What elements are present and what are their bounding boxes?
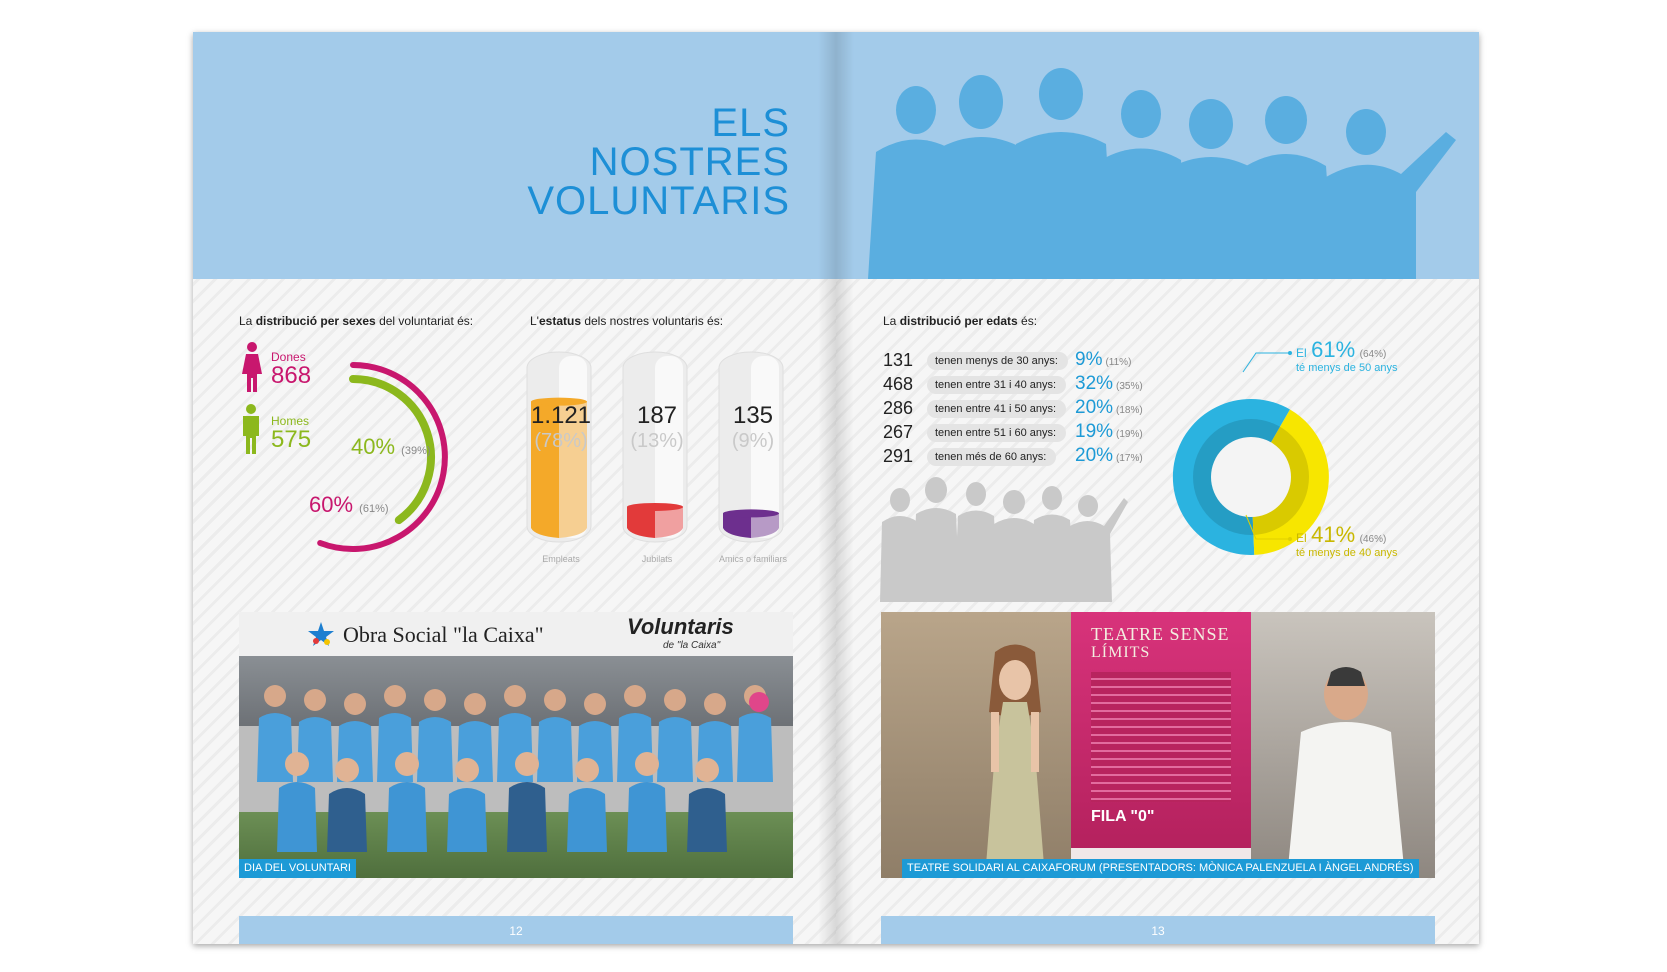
men-label: Homes <box>271 414 310 428</box>
status-pct-employees: (78%) <box>534 430 588 452</box>
poster-fila: FILA "0" <box>1091 808 1155 825</box>
women-percent: 60% (61%) <box>309 492 389 517</box>
volunteer-group <box>239 672 793 852</box>
status-cylinder-chart <box>523 344 793 584</box>
gender-arc-chart <box>253 332 513 592</box>
right-page <box>836 32 1479 944</box>
balloon <box>749 692 769 712</box>
women-value: 868 <box>271 362 312 389</box>
sign-volunteers-sub: de "la Caixa" <box>663 640 721 651</box>
donut-top-callout: El 61% (64%) <box>1296 337 1387 362</box>
status-label-retired: Jubilats <box>641 554 673 564</box>
status-value-employees: 1.121 <box>530 402 592 429</box>
volunteer-figures <box>239 672 793 852</box>
presenter-woman <box>965 642 1065 878</box>
age-count: 267 <box>883 422 914 442</box>
volunteer-day-photo <box>239 612 793 878</box>
presenter-man <box>1281 662 1411 878</box>
donut-bottom-text: té menys de 40 anys <box>1296 547 1398 559</box>
age-prev-percent: (18%) <box>1116 405 1143 416</box>
status-label-friends: Amics o familiars <box>718 554 787 564</box>
right-photo-caption: TEATRE SOLIDARI AL CAIXAFORUM (PRESENTADORS: MÒNICA PALENZUELA I ÀNGEL ANDRÉS) <box>902 859 1419 878</box>
volunteer-figure <box>657 689 693 782</box>
men-prev-percent: (39%) <box>401 445 431 457</box>
age-prev-percent: (17%) <box>1116 453 1143 464</box>
gender-heading: La distribució per sexes del voluntariat és: <box>239 314 474 328</box>
women-prev-percent: (61%) <box>359 503 389 515</box>
status-pct-friends: (9%) <box>731 430 775 452</box>
age-heading: La distribució per edats és: <box>883 314 1038 328</box>
status-value-friends: 135 <box>732 402 774 429</box>
age-percent: 32% (35%) <box>1075 373 1143 394</box>
age-count: 131 <box>883 350 914 370</box>
poster-text-block <box>1091 672 1231 802</box>
left-page <box>193 32 836 944</box>
photo-sign <box>239 612 793 656</box>
poster-title-2: LÍMITS <box>1091 644 1151 661</box>
star-logo-icon <box>307 620 335 648</box>
volunteer-figure <box>537 689 573 782</box>
title-line-1: ELS <box>711 101 790 145</box>
page-number-12: 12 <box>239 916 793 944</box>
age-prev-percent: (35%) <box>1116 381 1143 392</box>
age-percent: 20% (18%) <box>1075 397 1143 418</box>
age-label: tenen entre 51 i 60 anys: <box>927 424 1066 442</box>
age-prev-percent: (19%) <box>1116 429 1143 440</box>
age-label: tenen menys de 30 anys: <box>927 352 1068 370</box>
donut-top-text: té menys de 50 anys <box>1296 362 1398 374</box>
men-value: 575 <box>271 426 312 453</box>
volunteer-figure <box>417 689 453 782</box>
age-prev-percent: (11%) <box>1105 357 1132 368</box>
title-line-2: NOSTRES <box>589 140 790 184</box>
status-value-retired: 187 <box>636 402 678 429</box>
theatre-poster <box>1071 612 1251 878</box>
age-percent: 20% (17%) <box>1075 445 1143 466</box>
status-pct-retired: (13%) <box>630 430 684 452</box>
page-title <box>527 101 790 223</box>
age-percent: 9% (11%) <box>1075 349 1132 370</box>
poster-title-1: TEATRE SENSE <box>1091 624 1230 644</box>
sign-brand-text: Obra Social "la Caixa" <box>343 622 544 647</box>
sign-volunteers-text: Voluntaris <box>627 614 734 639</box>
age-count: 286 <box>883 398 914 418</box>
women-label: Dones <box>271 350 306 364</box>
age-label: tenen entre 41 i 50 anys: <box>927 400 1066 418</box>
age-count: 291 <box>883 446 914 466</box>
title-line-3: VOLUNTARIS <box>527 179 790 223</box>
age-count: 468 <box>883 374 914 394</box>
left-photo-caption: DIA DEL VOLUNTARI <box>239 859 356 878</box>
age-label: tenen més de 60 anys: <box>927 448 1056 466</box>
cylinder-fill-cap <box>723 509 779 517</box>
age-label: tenen entre 31 i 40 anys: <box>927 376 1066 394</box>
cylinder-fill-cap <box>627 503 683 511</box>
donut-bottom-callout: El 41% (46%) <box>1296 522 1387 547</box>
theatre-photo <box>881 612 1435 878</box>
status-label-employees: Empleats <box>542 554 580 564</box>
brochure-spread <box>193 32 1479 944</box>
page-number-13: 13 <box>881 916 1435 944</box>
status-heading: L'estatus dels nostres voluntaris és: <box>530 314 724 328</box>
age-percent: 19% (19%) <box>1075 421 1143 442</box>
men-percent: 40% (39%) <box>351 434 431 459</box>
